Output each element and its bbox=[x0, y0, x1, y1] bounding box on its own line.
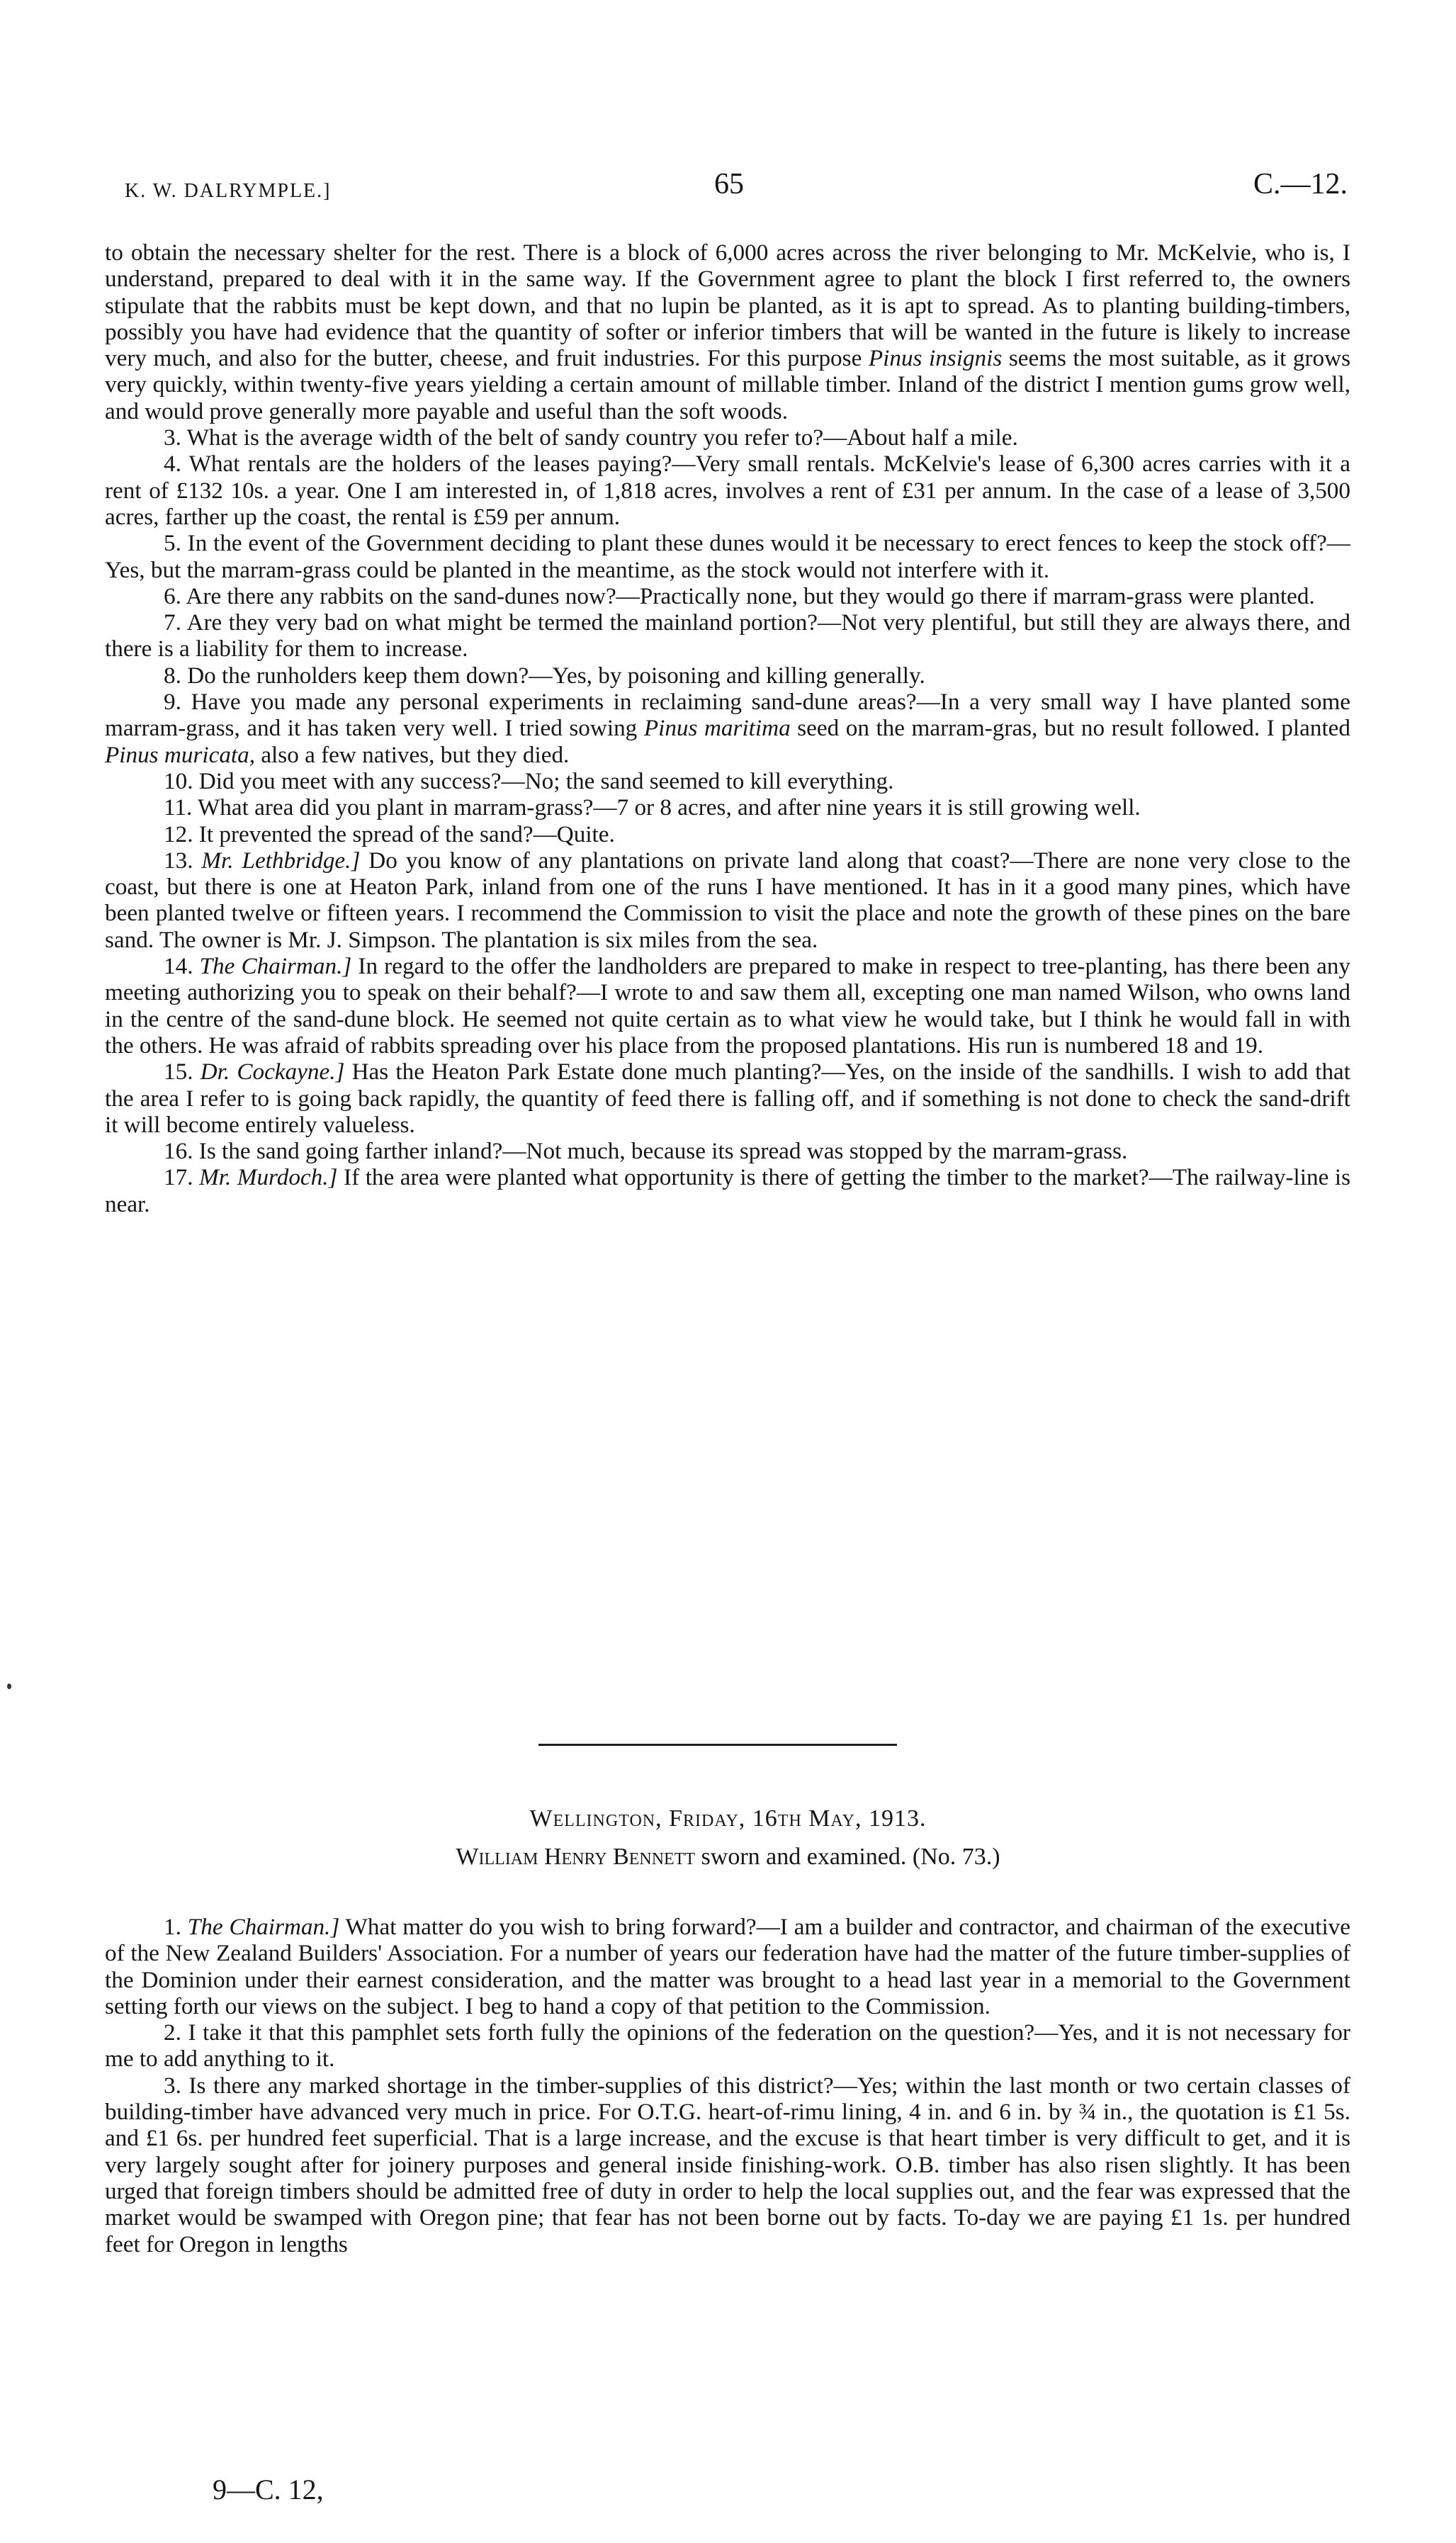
q9-text-a: 9. Have you made any personal experiments in reclaiming sand-dune areas?—In a very small way I have planted some marram-grass, and it has taken very well. I tried sowing bbox=[105, 689, 1350, 742]
q14-number: 14. bbox=[164, 953, 193, 980]
q14-speaker: The Chairman.] bbox=[199, 953, 352, 980]
question-10: 10. Did you meet with any success?—No; the sand seemed to kill everything. bbox=[164, 767, 894, 794]
lead-italic: Pinus insignis bbox=[868, 345, 1003, 372]
paper-reference: C.—12. bbox=[1253, 168, 1348, 201]
b-q1-text: What matter do you wish to bring forward?—I am a builder and contractor, and chairman of the executive of the New Zealand Builders' Association. For a number of years our federation have had the matter of the future timber-supplies of the Dominion under their earnest consideration, and the matter was brought to a head last year in a memorial to the Government setting forth our views on the subject. I beg to hand a copy of that petition to the Commission. bbox=[105, 1914, 1351, 2019]
q15-speaker: Dr. Cockayne.] bbox=[200, 1059, 345, 1086]
q9-italic-1: Pinus maritima bbox=[643, 715, 791, 742]
question-8: 8. Do the runholders keep them down?—Yes, by poisoning and killing generally. bbox=[164, 662, 925, 689]
question-5: 5. In the event of the Government deciding to plant these dunes would it be necessary to erect fences to keep the stock off?—Yes, but the marram-grass could be planted in the meantime, as the stock would not interfere with it. bbox=[105, 530, 1350, 583]
witness-line bbox=[0, 1844, 1456, 1871]
ink-speck bbox=[7, 1684, 11, 1689]
question-3: 3. What is the average width of the belt of sandy country you refer to?—About half a mile. bbox=[164, 424, 1018, 451]
signature-mark: 9—C. 12, bbox=[213, 2474, 324, 2505]
bennett-question-2: 2. I take it that this pamphlet sets forth fully the opinions of the federation on the question?—Yes, and it is not necessary for me to add anything to it. bbox=[105, 2019, 1350, 2073]
question-12: 12. It prevented the spread of the sand?—Quite. bbox=[164, 821, 615, 847]
witness-header: K. W. DALRYMPLE.] bbox=[125, 180, 332, 202]
question-9 bbox=[105, 689, 1350, 768]
q15-text: Has the Heaton Park Estate done much planting?—Yes, on the inside of the sandhills. I wish to add that the area I refer to is going back rapidly, the quantity of feed there is falling off, and if something is not done to check the sand-drift it will become entirely valueless. bbox=[105, 1059, 1351, 1138]
q13-number: 13. bbox=[164, 847, 193, 874]
question-11: 11. What area did you plant in marram-grass?—7 or 8 acres, and after nine years it is still growing well. bbox=[164, 794, 1141, 821]
q14-text: In regard to the offer the landholders are prepared to make in respect to tree-planting, has there been any meeting authorizing you to speak on their behalf?—I wrote to and saw them all, excepting one man named Wilson, who owns land in the centre of the sand-dune block. He seemed not quite certain as to what view he would take, but I think he would fall in with the others. He was afraid of rabbits spreading over his place from the proposed plantations. His run is numbered 18 and 19. bbox=[105, 953, 1351, 1059]
b-q1-speaker: The Chairman.] bbox=[187, 1914, 340, 1940]
testimony-bennett bbox=[105, 1914, 1350, 2257]
q9-italic-2: Pinus muricata, bbox=[105, 741, 256, 768]
page-number: 65 bbox=[714, 168, 744, 201]
q9-text-c: also a few natives, but they died. bbox=[261, 741, 570, 768]
q9-text-b: seed on the marram-gras, but no result followed. I planted bbox=[797, 715, 1350, 742]
paragraph-lead bbox=[105, 239, 1350, 424]
question-16: 16. Is the sand going farther inland?—Not much, because its spread was stopped by the marram-grass. bbox=[164, 1138, 1128, 1165]
question-17 bbox=[105, 1164, 1350, 1217]
b-q1-number: 1. bbox=[164, 1914, 181, 1940]
q17-number: 17. bbox=[164, 1164, 193, 1191]
lead-tail: seems the most suitable, as it grows very quickly, within twenty-five years yielding a certain amount of millable timber. Inland of the district I mention gums grow well, and would prove generally more payable and useful than the soft woods. bbox=[105, 345, 1351, 424]
question-6: 6. Are there any rabbits on the sand-dunes now?—Practically none, but they would go there if marram-grass were planted. bbox=[164, 582, 1315, 609]
bennett-question-1 bbox=[105, 1914, 1350, 2019]
question-15 bbox=[105, 1059, 1350, 1138]
question-7: 7. Are they very bad on what might be termed the mainland portion?—Not very plentiful, but still they are always there, and there is a liability for them to increase. bbox=[105, 609, 1350, 662]
question-4: 4. What rentals are the holders of the leases paying?—Very small rentals. McKelvie's lease of 6,300 acres carries with it a rent of £132 10s. a year. One I am interested in, of 1,818 acres, involves a rent of £31 per annum. In the case of a lease of 3,500 acres, farther up the coast, the rental is £59 per annum. bbox=[105, 451, 1350, 530]
question-14 bbox=[105, 953, 1350, 1059]
q15-number: 15. bbox=[164, 1059, 193, 1086]
running-header bbox=[125, 167, 1348, 210]
testimony-continued bbox=[105, 239, 1350, 1217]
section-divider bbox=[538, 1744, 897, 1746]
lead-text: to obtain the necessary shelter for the rest. There is a block of 6,000 acres across the river belonging to Mr. McKelvie, who is, I understand, prepared to deal with it in the same way. If the Government agree to plant the block I first referred to, the owners stipulate that the rabbits must be kept down, and that no lupin be planted, as it is apt to spread. As to planting building-timbers, possibly you have had evidence that the quantity of softer or inferior timbers that will be wanted in the future is likely to increase very much, and also for the butter, cheese, and fruit industries. For this purpose bbox=[105, 239, 1350, 372]
q17-text: If the area were planted what opportunity is there of getting the timber to the market?—The railway-line is near. bbox=[105, 1164, 1351, 1217]
q17-speaker: Mr. Murdoch.] bbox=[199, 1164, 338, 1191]
bennett-question-3: 3. Is there any marked shortage in the timber-supplies of this district?—Yes; within the last month or two certain classes of building-timber have advanced very much in price. For O.T.G. heart-of-rimu lining, 4 in. and 6 in. by ¾ in., the quotation is £1 5s. and £1 6s. per hundred feet superficial. That is a large increase, and the excuse is that heart timber is very difficult to get, and it is very largely sought after for joinery purposes and general inside finishing-work. O.B. timber has also risen slightly. It has been urged that foreign timbers should be admitted free of duty in order to help the local supplies out, and the fear was expressed that the market would be swamped with Oregon pine; that fear has not been borne out by facts. To-day we are paying £1 1s. per hundred feet for Oregon in lengths bbox=[105, 2072, 1350, 2257]
witness-tail: sworn and examined. (No. 73.) bbox=[701, 1844, 1000, 1870]
question-13 bbox=[105, 847, 1350, 953]
q13-text: Do you know of any plantations on private land along that coast?—There are none very close to the coast, but there is one at Heaton Park, inland from one of the runs I have mentioned. It has in it a good many pines, which have been planted twelve or fifteen years. I recommend the Commission to visit the place and note the growth of these pines on the bare sand. The owner is Mr. J. Simpson. The plantation is six miles from the sea. bbox=[105, 847, 1351, 953]
witness-name: William Henry Bennett bbox=[456, 1844, 696, 1870]
session-heading: Wellington, Friday, 16th May, 1913. bbox=[529, 1805, 927, 1832]
q13-speaker: Mr. Lethbridge.] bbox=[201, 847, 361, 874]
